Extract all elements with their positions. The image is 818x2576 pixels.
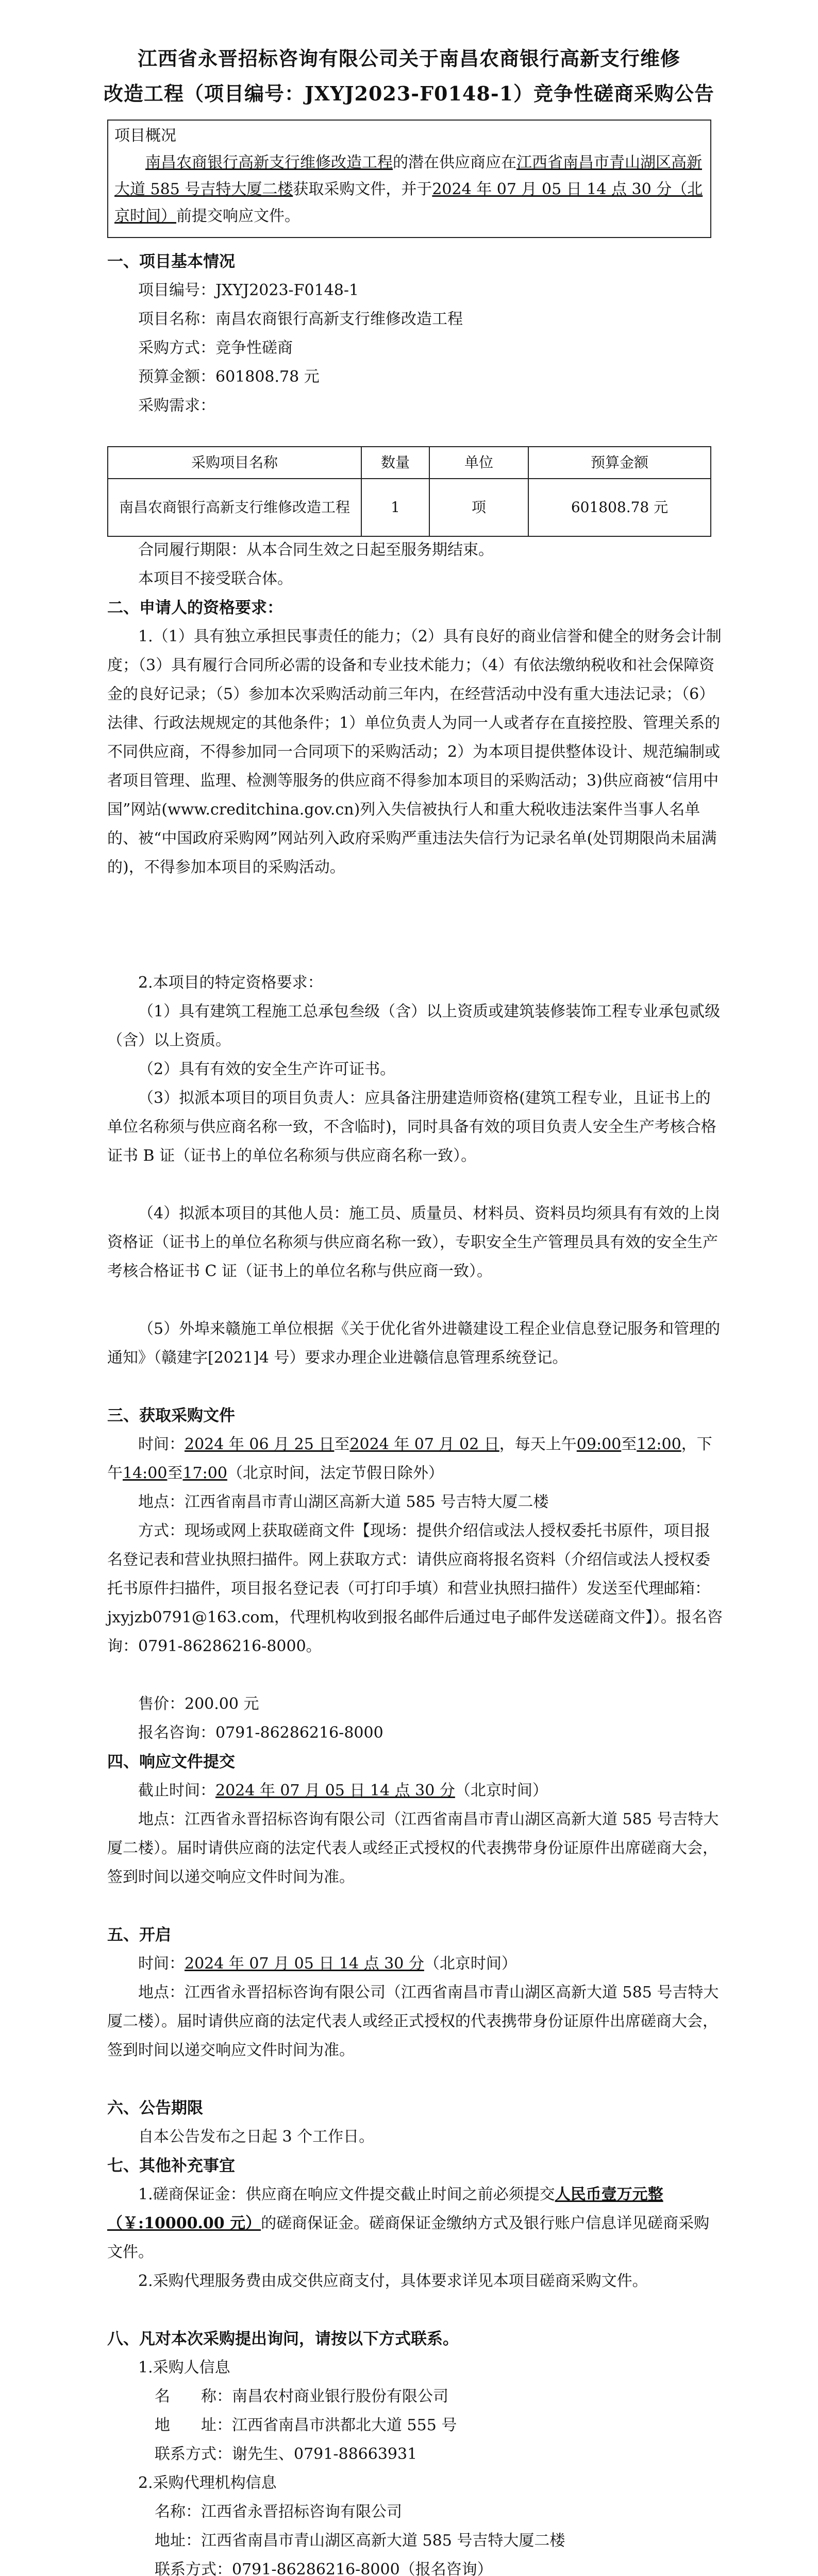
opening-tz: （北京时间）: [424, 1955, 517, 1973]
registration-consult: 报名咨询：0791-86286216-8000: [138, 1724, 383, 1742]
submission-deadline: [107, 1776, 724, 1805]
agent-address: 地址：江西省南昌市青山湖区高新大道 585 号吉特大厦二楼: [155, 2532, 565, 2550]
obtain-time-part: 至: [167, 1464, 183, 1482]
opening-date: 2024 年 07 月 05 日 14 点 30 分: [185, 1955, 424, 1973]
project-name: 项目名称：南昌农商银行高新支行维修改造工程: [138, 310, 463, 328]
agent-name: 名称：江西省永晋招标咨询有限公司: [155, 2503, 402, 2521]
overview-address: 江西省南昌市青山湖区高新大道 585 号吉特大厦二楼: [114, 154, 702, 198]
section-6-heading: 六、公告期限: [107, 2099, 203, 2117]
deposit-text: 1.磋商保证金：供应商在响应文件提交截止时间之前必须提交: [138, 2185, 555, 2204]
section-1-heading: 一、项目基本情况: [107, 252, 235, 271]
qualification-specific-label: 2.本项目的特定资格要求：: [138, 974, 323, 992]
obtain-start-date: 2024 年 06 月 25 日: [185, 1435, 335, 1453]
opening-time-label: 时间：: [138, 1955, 185, 1973]
project-overview-box: [107, 120, 711, 238]
qualification-1: （1）具有建筑工程施工总承包叁级（含）以上资质或建筑装修装饰工程专业承包贰级（含）以上资质。: [107, 1003, 721, 1049]
agency-fee-info: 2.采购代理服务费由成交供应商支付，具体要求详见本项目磋商采购文件。: [138, 2272, 648, 2290]
opening-time: [107, 1950, 724, 1978]
title-line-2: 改造工程（项目编号：JXYJ2023-F0148-1）竞争性磋商采购公告: [103, 82, 715, 105]
budget-amount: 预算金额：601808.78 元: [138, 368, 320, 386]
section-8-heading: 八、凡对本次采购提出询问，请按以下方式联系。: [107, 2330, 459, 2348]
table-header: 数量: [361, 447, 429, 479]
deadline-date: 2024 年 07 月 05 日 14 点 30 分: [215, 1782, 455, 1800]
overview-text-part: 前提交响应文件。: [176, 207, 300, 225]
overview-deadline: 2024 年 07 月 05 日 14 点 30 分（北京时间）: [114, 180, 703, 225]
agent-contact: 联系方式：0791-86286216-8000（报名咨询）: [155, 2561, 493, 2576]
buyer-name: 名 称：南昌农村商业银行股份有限公司: [155, 2387, 448, 2405]
morning-end: 12:00: [637, 1435, 681, 1453]
deadline-label: 截止时间：: [138, 1782, 215, 1800]
section-3-heading: 三、获取采购文件: [107, 1406, 235, 1425]
procurement-method: 采购方式：竞争性磋商: [138, 339, 293, 357]
no-consortium: 本项目不接受联合体。: [138, 570, 293, 588]
section-2-heading: 二、申请人的资格要求：: [107, 599, 283, 617]
section-4-heading: 四、响应文件提交: [107, 1753, 235, 1771]
obtain-time-part: 至: [334, 1435, 350, 1453]
section-5-heading: 五、开启: [107, 1926, 171, 1944]
announcement-period: 自本公告发布之日起 3 个工作日。: [138, 2128, 375, 2146]
procurement-demand-label: 采购需求：: [138, 397, 215, 415]
agent-info-heading: 2.采购代理机构信息: [138, 2474, 277, 2492]
obtain-time: [107, 1430, 724, 1488]
buyer-contact: 联系方式：谢先生、0791-88663931: [155, 2445, 418, 2463]
table-header: 采购项目名称: [108, 447, 361, 479]
obtain-end-date: 2024 年 07 月 02 日: [349, 1435, 499, 1453]
table-cell: 1: [361, 479, 429, 536]
afternoon-end: 17:00: [182, 1464, 227, 1482]
table-row: [108, 479, 711, 536]
qualification-general: 1.（1）具有独立承担民事责任的能力；（2）具有良好的商业信誉和健全的财务会计制度；（3）具有履行合同所必需的设备和专业技术能力；（4）有依法缴纳税收和社会保障资金的良好记录；（5）参加本次采购活动前三年内，在经营活动中没有重大违法记录；（6）法律、行政法规规定的其他条件；1）单位负责人为同一人或者存在直接控股、管理关系的不同供应商，不得参加同一合同项下的采购活动；2）为本项目提供整体设计、规范编制或者项目管理、监理、检测等服务的供应商不得参加本项目的采购活动；3)供应商被“信用中国”网站(www.creditchina.gov.cn)列入失信被执行人和重大税收违法案件当事人名单的、被“中国政府采购网”网站列入政府采购严重违法失信行为记录名单(处罚期限尚未届满的)，不得参加本项目的采购活动。: [107, 628, 722, 876]
title-line-1: 江西省永晋招标咨询有限公司关于南昌农商银行高新支行维修: [137, 47, 680, 70]
qualification-5: （5）外埠来赣施工单位根据《关于优化省外进赣建设工程企业信息登记服务和管理的通知》（赣建字[2021]4 号）要求办理企业进赣信息管理系统登记。: [107, 1320, 721, 1367]
submission-place: 地点：江西省永晋招标咨询有限公司（江西省南昌市青山湖区高新大道 585 号吉特大厦二楼）。届时请供应商的法定代表人或经正式授权的代表携带身份证原件出席磋商大会，签到时间以递交响应文件时间为准。: [107, 1810, 719, 1886]
overview-project-name: 南昌农商银行高新支行维修改造工程: [145, 154, 393, 172]
opening-place: 地点：江西省永晋招标咨询有限公司（江西省南昌市青山湖区高新大道 585 号吉特大厦二楼）。届时请供应商的法定代表人或经正式授权的代表携带身份证原件出席磋商大会，签到时间以递交响应文件时间为准。: [107, 1984, 719, 2059]
morning-start: 09:00: [576, 1435, 622, 1453]
table-cell: 601808.78 元: [528, 479, 711, 536]
obtain-place: 地点：江西省南昌市青山湖区高新大道 585 号吉特大厦二楼: [138, 1493, 549, 1511]
qualification-4: （4）拟派本项目的其他人员：施工员、质量员、材料员、资料员均须具有有效的上岗资格证（证书上的单位名称须与供应商名称一致），专职安全生产管理员具有效的安全生产考核合格证书 C 证（证书上的单位名称与供应商一致）。: [107, 1205, 721, 1280]
deposit-amount: 人民币壹万元整（￥:10000.00 元）: [107, 2185, 663, 2232]
deposit-text: 的磋商保证金。磋商保证金缴纳方式及银行账户信息详见磋商采购文件。: [107, 2214, 710, 2261]
buyer-address: 地 址：江西省南昌市洪都北大道 555 号: [155, 2416, 457, 2434]
document-price: 售价：200.00 元: [138, 1695, 259, 1713]
afternoon-start: 14:00: [123, 1464, 168, 1482]
deposit-info: [107, 2180, 724, 2267]
obtain-time-part: ，下午: [107, 1435, 712, 1482]
table-header: 单位: [429, 447, 528, 479]
obtain-time-part: 至: [621, 1435, 637, 1453]
table-cell: 南昌农商银行高新支行维修改造工程: [108, 479, 361, 536]
deadline-tz: （北京时间）: [455, 1782, 548, 1800]
qualification-3: （3）拟派本项目的项目负责人：应具备注册建造师资格(建筑工程专业，且证书上的单位名称须与供应商名称一致，不含临时)，同时具备有效的项目负责人安全生产考核合格证书 B 证（证书上的单位名称须与供应商名称一致）。: [107, 1089, 716, 1165]
table-header-row: [108, 447, 711, 479]
project-code: 项目编号：JXYJ2023-F0148-1: [138, 281, 359, 299]
contract-period: 合同履行期限：从本合同生效之日起至服务期结束。: [138, 541, 494, 559]
overview-text: [114, 149, 704, 230]
overview-text-part: 的潜在供应商应在: [393, 154, 516, 172]
section-7-heading: 七、其他补充事宜: [107, 2157, 235, 2175]
procurement-table: [107, 446, 711, 537]
obtain-method: 方式：现场或网上获取磋商文件【现场：提供介绍信或法人授权委托书原件，项目报名登记表和营业执照扫描件。网上获取方式：请供应商将报名资料（介绍信或法人授权委托书原件扫描件，项目报名登记表（可打印手填）和营业执照扫描件）发送至代理邮箱：jxyjzb0791@163.com，代理机构收到报名邮件后通过电子邮件发送磋商文件】）。报名咨询：0791-86286216-8000。: [107, 1522, 723, 1655]
overview-heading: 项目概况: [114, 127, 176, 145]
table-header: 预算金额: [528, 447, 711, 479]
overview-text-part: 获取采购文件，并于: [293, 180, 432, 198]
qualification-2: （2）具有有效的安全生产许可证书。: [138, 1060, 396, 1078]
buyer-info-heading: 1.采购人信息: [138, 2359, 230, 2377]
obtain-time-part: ，每天上午: [499, 1435, 577, 1453]
obtain-time-label: 时间：: [138, 1435, 185, 1453]
page-title: [0, 41, 818, 111]
obtain-time-part: （北京时间，法定节假日除外）: [227, 1464, 444, 1482]
table-cell: 项: [429, 479, 528, 536]
